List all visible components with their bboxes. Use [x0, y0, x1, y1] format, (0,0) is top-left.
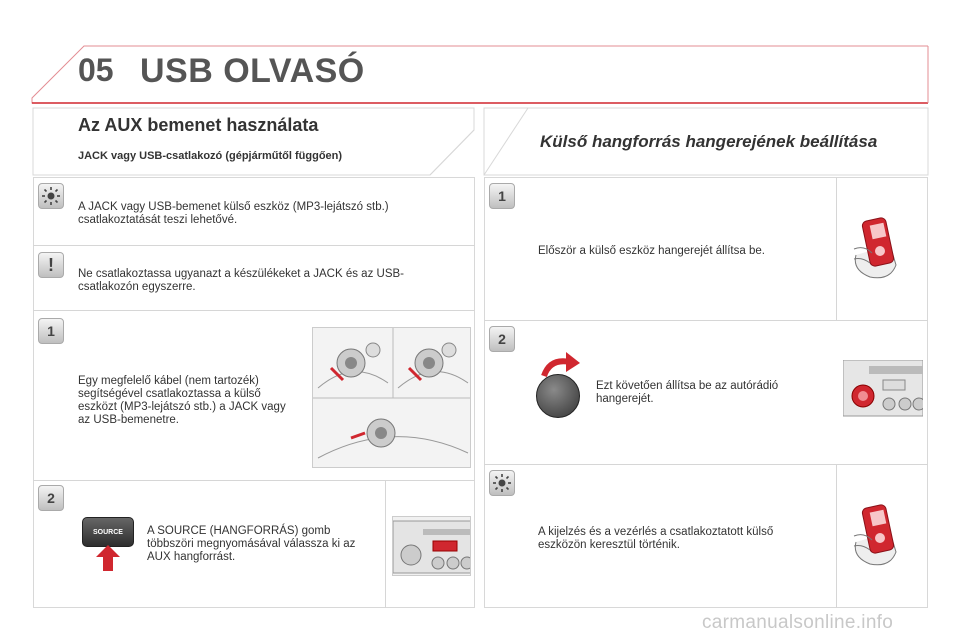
step-1-text: Először a külső eszköz hangerejét állítsa be.: [538, 245, 765, 257]
step-1-badge: 1: [489, 183, 515, 209]
section-title-aux: Az AUX bemenet használata: [78, 115, 319, 135]
divider: [385, 480, 386, 608]
section-subtitle-aux: JACK vagy USB-csatlakozó (gépjárműtől függően): [78, 150, 343, 162]
mp3-player-hand-icon: [850, 215, 902, 281]
warning-icon: !: [38, 252, 64, 278]
radio-volume-illustration: [843, 360, 923, 420]
volume-knob-illustration: [536, 374, 580, 418]
right-header-panel: [0, 0, 960, 200]
chapter-number: 05: [78, 52, 114, 88]
divider: [33, 480, 475, 481]
step-2-text: Ezt követően állítsa be az autórádió hangerejét.: [596, 380, 779, 405]
info-text-display: A kijelzés és a vezérlés a csatlakoztatott külső eszközön keresztül történik.: [538, 526, 774, 551]
warning-text: Ne csatlakoztassa ugyanazt a készülékeket a JACK és az USB-csatlakozón egyszerre.: [78, 268, 404, 293]
step-1-badge: 1: [38, 318, 64, 344]
source-button-illustration: [82, 517, 134, 547]
step-2-badge: 2: [38, 485, 64, 511]
divider: [836, 464, 837, 608]
divider: [33, 245, 475, 246]
radio-source-illustration: [392, 516, 471, 576]
divider: [484, 320, 928, 321]
divider: [484, 464, 928, 465]
page-title: USB OLVASÓ: [140, 52, 365, 90]
footer-watermark: carmanualsonline.info: [702, 612, 894, 633]
divider: [33, 310, 475, 311]
section-title-volume: Külső hangforrás hangerejének beállítása: [540, 132, 878, 151]
arrow-up-icon: [96, 545, 120, 571]
divider: [836, 177, 837, 320]
step-1-text: Egy megfelelő kábel (nem tartozék) segítségével csatlakoztassa a külső eszközt (MP3-lejátszó stb.) a JACK vagy az USB-bemenetre.: [78, 375, 286, 426]
step-2-text: A SOURCE (HANGFORRÁS) gomb többszöri megnyomásával válassza ki az AUX hangforrást.: [147, 525, 356, 563]
info-text-aux: A JACK vagy USB-bemenet külső eszköz (MP3-lejátszó stb.) csatlakoztatását teszi lehetővé.: [78, 201, 389, 226]
mp3-player-hand-icon: [850, 502, 902, 568]
info-lamp-icon: [38, 183, 64, 209]
source-button-label: SOURCE: [93, 529, 123, 536]
step-2-badge: 2: [489, 326, 515, 352]
info-lamp-icon: [489, 470, 515, 496]
usb-jack-illustration: [312, 327, 471, 468]
